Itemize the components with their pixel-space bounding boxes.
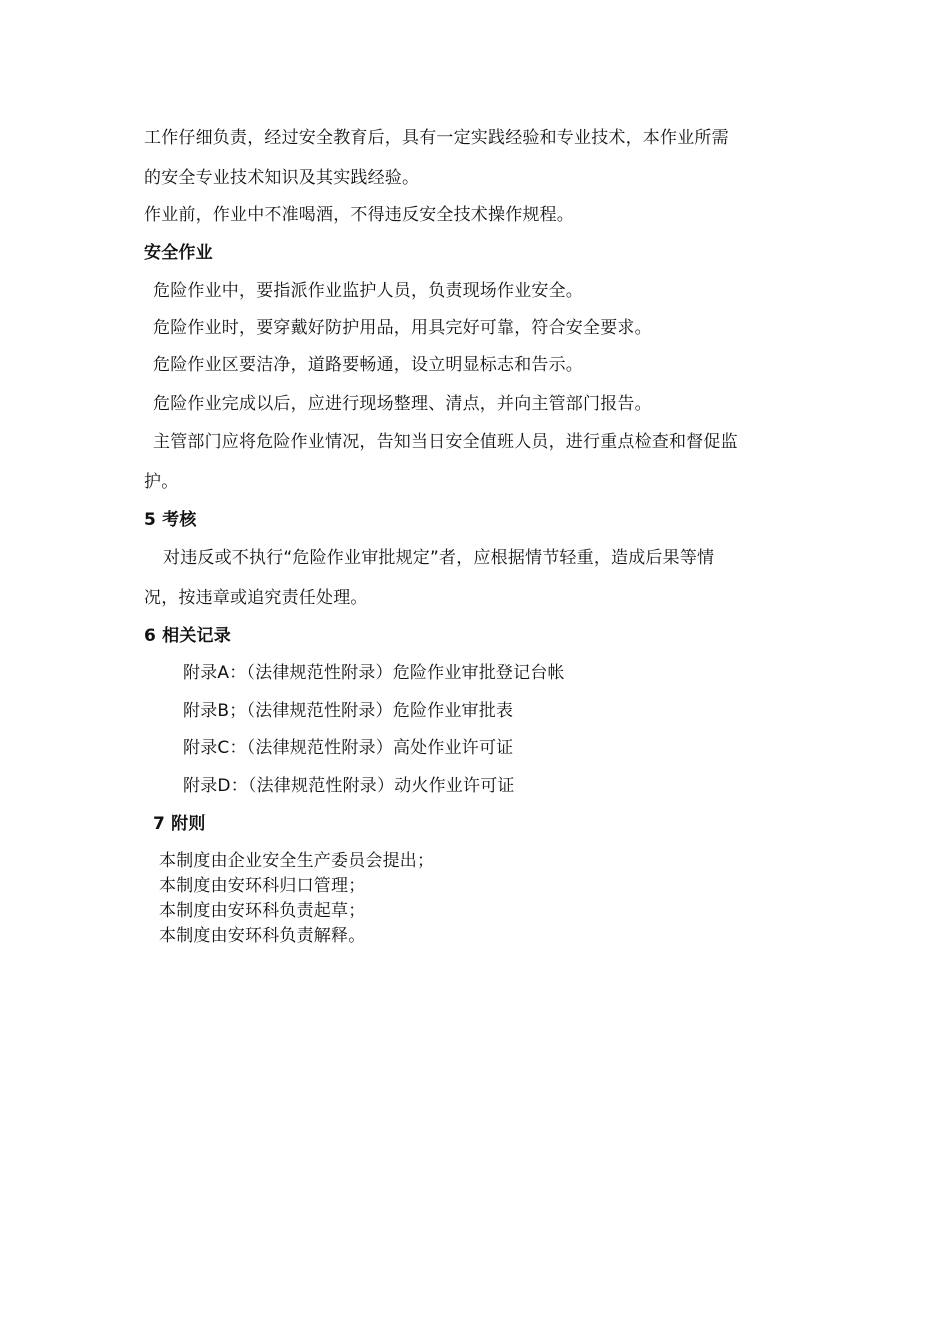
record-item: 附录B；（法律规范性附录）危险作业审批表 <box>183 701 514 721</box>
record-item: 附录D：（法律规范性附录）动火作业许可证 <box>183 776 515 796</box>
safe-work-item: 危险作业区要洁净，道路要畅通，设立明显标志和告示。 <box>153 355 583 375</box>
safe-work-last-line-1: 主管部门应将危险作业情况，告知当日安全值班人员，进行重点检查和督促监 <box>153 432 738 452</box>
safe-work-item: 危险作业中，要指派作业监护人员，负责现场作业安全。 <box>153 281 583 301</box>
intro-paragraph-line-1: 工作仔细负责，经过安全教育后，具有一定实践经验和专业技术，本作业所需 <box>144 128 729 148</box>
intro-paragraph-2: 作业前，作业中不准喝酒，不得违反安全技术操作规程。 <box>144 205 574 225</box>
safe-work-item: 危险作业完成以后，应进行现场整理、清点，并向主管部门报告。 <box>153 394 652 414</box>
record-item: 附录C：（法律规范性附录）高处作业许可证 <box>183 738 514 758</box>
section5-line-2: 况，按违章或追究责任处理。 <box>144 588 368 608</box>
appendix-rule-item: 本制度由安环科归口管理； <box>159 876 366 896</box>
section-heading-6: 6 相关记录 <box>144 626 231 646</box>
section5-line-1: 对违反或不执行“危险作业审批规定”者，应根据情节轻重，造成后果等情 <box>163 548 715 568</box>
section-heading-5: 5 考核 <box>144 510 197 530</box>
section-heading-safe-work: 安全作业 <box>144 243 213 263</box>
safe-work-last-line-2: 护。 <box>144 472 179 492</box>
safe-work-item: 危险作业时，要穿戴好防护用品，用具完好可靠，符合安全要求。 <box>153 318 652 338</box>
section-heading-7: 7 附则 <box>153 814 206 834</box>
intro-paragraph-line-2: 的安全专业技术知识及其实践经验。 <box>144 168 420 188</box>
appendix-rule-item: 本制度由安环科负责解释。 <box>159 926 366 946</box>
appendix-rule-item: 本制度由安环科负责起草； <box>159 901 366 921</box>
appendix-rule-item: 本制度由企业安全生产委员会提出； <box>159 851 435 871</box>
record-item: 附录A：（法律规范性附录）危险作业审批登记台帐 <box>183 663 565 683</box>
